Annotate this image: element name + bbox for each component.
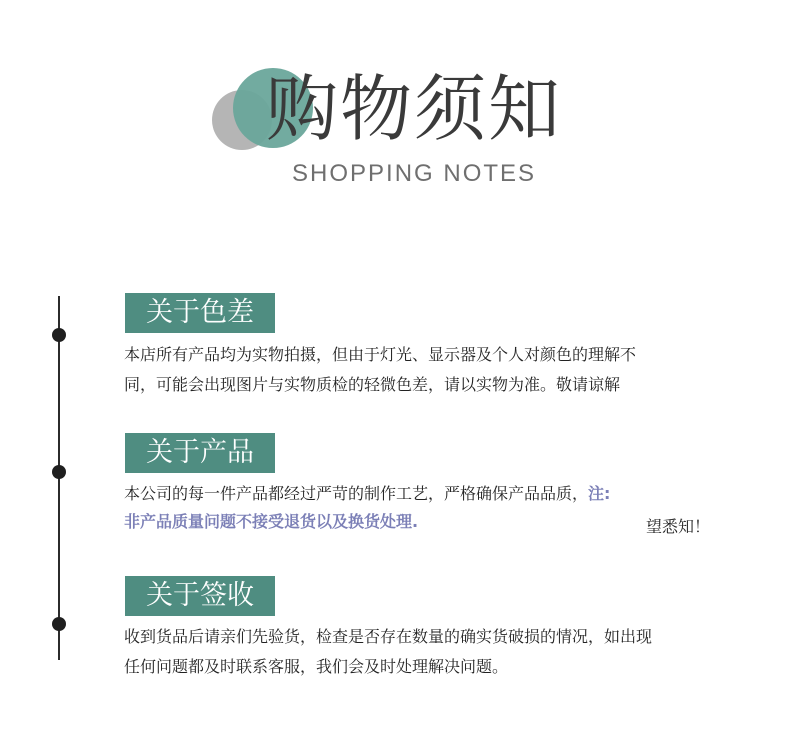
page-subtitle: SHOPPING NOTES	[292, 160, 537, 187]
section-title-color-difference: 关于色差	[125, 293, 275, 333]
note-prefix: 注:	[588, 484, 611, 503]
body-line: 本店所有产品均为实物拍摄，但由于灯光、显示器及个人对颜色的理解不	[124, 345, 637, 364]
body-line: 收到货品后请亲们先验货，检查是否存在数量的确实货破损的情况，如出现	[124, 627, 653, 646]
page-title: 购物须知	[266, 67, 563, 151]
body-line: 本公司的每一件产品都经过严苛的制作工艺，严格确保产品品质，	[124, 484, 589, 503]
section-body-product	[124, 479, 764, 509]
section-title-product: 关于产品	[125, 433, 275, 473]
timeline-dot	[52, 465, 66, 479]
body-line: 任何问题都及时联系客服，我们会及时处理解决问题。	[124, 657, 509, 676]
section-body-receipt	[124, 622, 764, 682]
note-ending: 望悉知！	[646, 517, 711, 536]
section-body-color-difference	[124, 340, 764, 400]
timeline-dot	[52, 328, 66, 342]
return-policy-note: 非产品质量问题不接受退货以及换货处理.	[124, 512, 419, 531]
timeline-dot	[52, 617, 66, 631]
section-title-receipt: 关于签收	[125, 576, 275, 616]
body-line: 同，可能会出现图片与实物质检的轻微色差，请以实物为准。敬请谅解	[124, 375, 621, 394]
